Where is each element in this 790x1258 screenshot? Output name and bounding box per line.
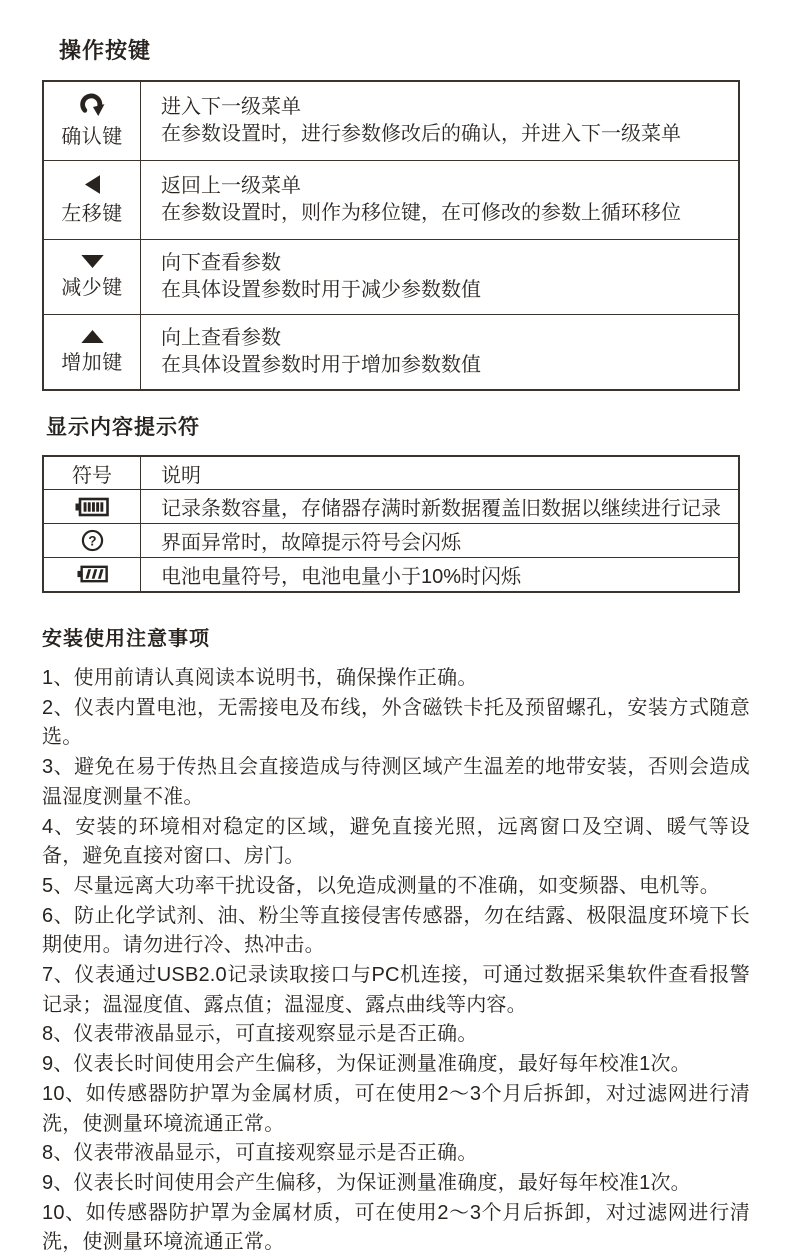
note-item: 3、避免在易于传热且会直接造成与待测区域产生温差的地带安装，否则会造成温湿度测量不准。 — [42, 756, 750, 808]
key-cell-decrease — [45, 255, 139, 300]
table-row — [43, 524, 739, 558]
note-item: 8、仪表带液晶显示，可直接观察显示是否正确。 — [42, 1023, 478, 1046]
key-cell-increase — [45, 330, 139, 375]
key-label: 减少键 — [61, 276, 123, 299]
note-item: 10、如传感器防护罩为金属材质，可在使用2～3个月后拆卸，对过滤网进行清洗，使测量环境流通正常。 — [42, 1201, 750, 1254]
symbol-description: 记录条数容量，存储器存满时新数据覆盖旧数据以继续进行记录 — [141, 490, 740, 524]
key-label: 增加键 — [61, 351, 123, 374]
installation-notes-list — [42, 664, 750, 1258]
record-capacity-icon — [75, 498, 109, 515]
fault-question-icon — [81, 532, 104, 549]
note-item: 4、安装的环境相对稳定的区域，避免直接光照，远离窗口及空调、暖气等设备，避免直接对窗口、房门。 — [42, 815, 750, 868]
key-description: 返回上一级菜单 在参数设置时，则作为移位键，在可修改的参数上循环移位 — [141, 161, 740, 240]
table-row — [43, 161, 739, 240]
note-item: 5、尽量远离大功率干扰设备，以免造成测量的不准确，如变频器、电机等。 — [42, 874, 720, 897]
table-row — [43, 81, 739, 161]
key-cell-confirm — [45, 94, 139, 149]
symbol-column-header: 符号 — [43, 456, 141, 490]
svg-text:?: ? — [87, 533, 97, 549]
note-item: 9、仪表长时间使用会产生偏移，为保证测量准确度，最好每年校准1次。 — [42, 1053, 691, 1076]
note-item: 9、仪表长时间使用会产生偏移，为保证测量准确度，最好每年校准1次。 — [42, 1171, 691, 1194]
note-item: 7、仪表通过USB2.0记录读取接口与PC机连接，可通过数据采集软件查看报警记录；温湿度值、露点值；温湿度、露点曲线等内容。 — [42, 964, 750, 1016]
table-row — [43, 558, 739, 593]
note-item: 1、使用前请认真阅读本说明书，确保操作正确。 — [42, 667, 478, 689]
key-label: 确认键 — [61, 125, 123, 148]
key-cell-left — [45, 175, 139, 226]
key-description: 向下查看参数 在具体设置参数时用于减少参数数值 — [141, 240, 740, 315]
note-item: 10、如传感器防护罩为金属材质，可在使用2～3个月后拆卸，对过滤网进行清洗，使测量环境流通正常。 — [42, 1082, 750, 1135]
note-item: 2、仪表内置电池，无需接电及布线，外含磁铁卡托及预留螺孔，安装方式随意选。 — [42, 696, 750, 749]
table-row — [43, 490, 739, 524]
display-symbols-table — [42, 455, 740, 593]
symbols-section-title: 显示内容提示符 — [46, 416, 200, 439]
keys-section-title: 操作按键 — [59, 38, 152, 63]
desc-column-header: 说明 — [141, 456, 740, 490]
key-label: 左移键 — [61, 202, 123, 225]
confirm-rotate-icon — [79, 94, 106, 117]
note-item: 6、防止化学试剂、油、粉尘等直接侵害传感器，勿在结露、极限温度环境下长期使用。请勿进行冷、热冲击。 — [42, 904, 750, 957]
left-triangle-icon — [85, 175, 100, 194]
battery-level-icon — [77, 566, 108, 583]
table-header-row — [43, 456, 739, 490]
notes-section-title: 安装使用注意事项 — [42, 628, 210, 650]
up-triangle-icon — [81, 330, 104, 343]
note-item: 8、仪表带液晶显示，可直接观察显示是否正确。 — [42, 1142, 478, 1165]
symbol-description: 界面异常时，故障提示符号会闪烁 — [141, 524, 740, 558]
table-row — [43, 240, 739, 315]
down-triangle-icon — [81, 255, 104, 268]
table-row — [43, 315, 739, 391]
key-description: 进入下一级菜单 在参数设置时，进行参数修改后的确认，并进入下一级菜单 — [141, 81, 740, 161]
key-description: 向上查看参数 在具体设置参数时用于增加参数数值 — [141, 315, 740, 391]
operation-keys-table — [42, 80, 740, 391]
symbol-description: 电池电量符号，电池电量小于10%时闪烁 — [141, 558, 740, 593]
